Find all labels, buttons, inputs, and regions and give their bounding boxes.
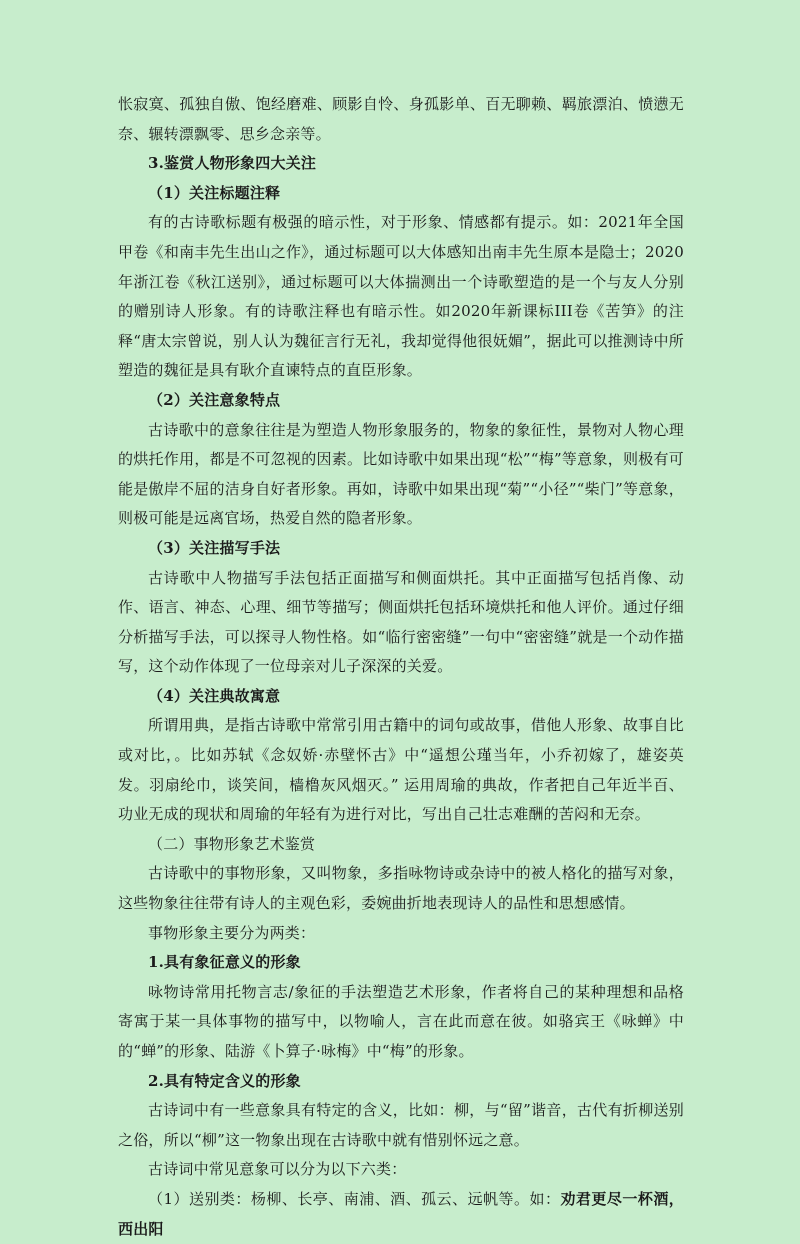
quoted-verse: 劝君更尽一杯酒，西出阳: [118, 1189, 684, 1238]
paragraph-18: 古诗词中常见意象可以分为以下六类：: [148, 1160, 407, 1179]
paragraph-16: 2.具有特定含义的形象: [148, 1071, 301, 1090]
paragraph-4: 有的古诗歌标题有极强的暗示性，对于形象、情感都有提示。如：2021年全国甲卷《和南丰先生出山之作》，通过标题可以大体感知出南丰先生原本是隐士；2020年浙江卷《秋江送别》，通过标题可以大体揣测出一个诗歌塑造的是一个与友人分别的赠别诗人形象。有的诗歌注释也有暗示性。如2020年新课标III卷《苦笋》的注释“唐太宗曾说，别人认为魏征言行无礼，我却觉得他很妩媚”，据此可以推测诗中所塑造的魏征是具有耿介直谏特点的直臣形象。: [118, 213, 684, 380]
paragraph-2: 3.鉴赏人物形象四大关注: [148, 154, 317, 173]
paragraph-7: （3）关注描写手法: [148, 538, 281, 557]
paragraph-14: 1.具有象征意义的形象: [148, 953, 301, 972]
paragraph-13: 事物形象主要分为两类：: [148, 923, 316, 942]
paragraph-3: （1）关注标题注释: [148, 183, 281, 202]
paragraph-8: 古诗歌中人物描写手法包括正面描写和侧面烘托。其中正面描写包括肖像、动作、语言、神态、心理、细节等描写；侧面烘托包括环境烘托和他人评价。通过仔细分析描写手法，可以探寻人物性格。如“临行密密缝”一句中“密密缝”就是一个动作描写，这个动作体现了一位母亲对儿子深深的关爱。: [118, 568, 684, 676]
document-body: [118, 90, 684, 1244]
paragraph-6: 古诗歌中的意象往往是为塑造人物形象服务的，物象的象征性，景物对人物心理的烘托作用，都是不可忽视的因素。比如诗歌中如果出现“松”“梅”等意象，则极有可能是傲岸不屈的洁身自好者形象。再如，诗歌中如果出现“菊”“小径”“柴门”等意象，则极可能是远离官场，热爱自然的隐者形象。: [118, 420, 684, 528]
paragraph-12: 古诗歌中的事物形象，又叫物象，多指咏物诗或杂诗中的被人格化的描写对象，这些物象往往带有诗人的主观色彩，委婉曲折地表现诗人的品性和思想感情。: [118, 864, 684, 913]
paragraph-15: 咏物诗常用托物言志/象征的手法塑造艺术形象，作者将自己的某种理想和品格寄寓于某一具体事物的描写中，以物喻人，言在此而意在彼。如骆宾王《咏蝉》中的“蝉”的形象、陆游《卜算子·咏梅》中“梅”的形象。: [118, 982, 684, 1060]
paragraph-5: （2）关注意象特点: [148, 390, 281, 409]
paragraph-last-text: （1）送别类：杨柳、长亭、南浦、酒、孤云、远帆等。如：: [148, 1189, 561, 1208]
paragraph-last: [118, 1185, 684, 1244]
paragraph-10: 所谓用典，是指古诗歌中常常引用古籍中的词句或故事，借他人形象、故事自比或对比，。比如苏轼《念奴娇·赤壁怀古》中“遥想公瑾当年，小乔初嫁了，雄姿英发。羽扇纶巾，谈笑间，樯橹灰风烟灭。” 运用周瑜的典故，作者把自己年近半百、功业无成的现状和周瑜的年轻有为进行对比，写出自己壮志难酬的苦闷和无奈。: [118, 716, 684, 824]
paragraph-17: 古诗词中有一些意象具有特定的含义，比如：柳，与“留”谐音，古代有折柳送别之俗，所以“柳”这一物象出现在古诗歌中就有惜别怀远之意。: [118, 1101, 684, 1149]
paragraph-9: （4）关注典故寓意: [148, 686, 281, 705]
paragraph-11: （二）事物形象艺术鉴赏: [148, 834, 316, 853]
paragraph-1: 怅寂寞、孤独自傲、饱经磨难、顾影自怜、身孤影单、百无聊赖、羁旅漂泊、愤懑无奈、辗转漂飘零、思乡念亲等。: [118, 95, 684, 143]
